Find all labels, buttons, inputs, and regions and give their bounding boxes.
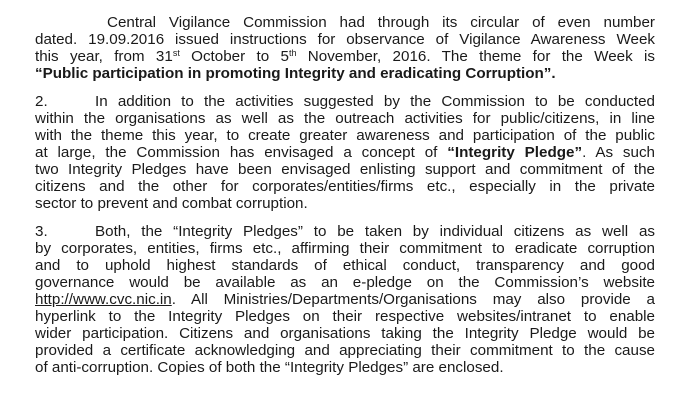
p1-line-2: dated. 19.09.2016 issued instructions for observance of Vigilance Awareness Week [35, 31, 655, 48]
p3-line-8: provided a certificate acknowledging and appreciating their commitment to the cause [35, 342, 655, 359]
p2-line-4: at large, the Commission has envisaged a concept of “Integrity Pledge”. As such [35, 144, 656, 161]
p1-line-1: Central Vigilance Commission had through its circular of even number [107, 14, 655, 31]
p2-line-6: citizens and the other for corporates/entities/firms etc., especially in the private [35, 178, 655, 195]
p2-line-2: within the organisations as well as the outreach activities for public/citizens, in line [35, 110, 655, 127]
p2-line-3: with the theme this year, to create greater awareness and participation of the public [35, 127, 655, 144]
p2-line-7: sector to prevent and combat corruption. [35, 195, 308, 212]
p3-line-7: wider participation. Citizens and organisations taking the Integrity Pledge would be [35, 325, 655, 342]
p3-line-1: 3. Both, the “Integrity Pledges” to be taken by individual citizens as well as [35, 223, 655, 240]
cvc-website-link[interactable]: http://www.cvc.nic.in [35, 291, 172, 308]
p3-line-4: governance would be available as an e-pledge on the Commission’s website [35, 274, 655, 291]
p3-line-6: hyperlink to the Integrity Pledges on their respective websites/intranet to enable [35, 308, 655, 325]
p2-number: 2. [35, 93, 48, 110]
p3-line-3: and to uphold highest standards of ethical conduct, transparency and good [35, 257, 655, 274]
p2-line-1: 2. In addition to the activities suggested by the Commission to be conducted [35, 93, 655, 110]
p2-line-5: two Integrity Pledges have been envisaged enlisting support and commitment of the [35, 161, 655, 178]
p1-line-4-theme: “Public participation in promoting Integrity and eradicating Corruption”. [35, 65, 556, 82]
p3-line-5: http://www.cvc.nic.in. All Ministries/Departments/Organisations may also provide a [35, 291, 655, 308]
p1-line-3: this year, from 31st October to 5th November, 2016. The theme for the Week is [35, 48, 655, 65]
p3-line-2: by corporates, entities, firms etc., affirming their commitment to eradicate corruption [35, 240, 655, 257]
p3-line-9: of anti-corruption. Copies of both the “Integrity Pledges” are enclosed. [35, 359, 504, 376]
p3-number: 3. [35, 223, 48, 240]
